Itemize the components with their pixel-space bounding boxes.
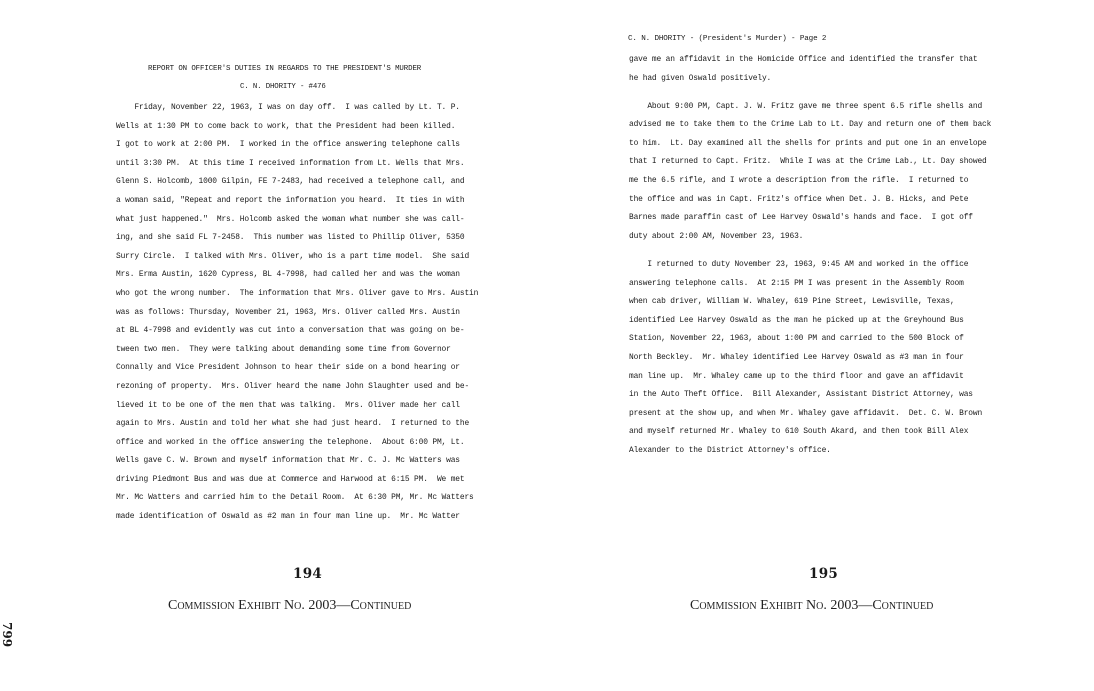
text-line: ing, and she said FL 7-2458. This number was listed to Phillip Oliver, 5350 xyxy=(116,233,465,243)
page-header: C. N. DHORITY - (President's Murder) - Page 2 xyxy=(628,35,827,43)
paragraph xyxy=(629,98,991,247)
text-line: lieved it to be one of the men that was talking. Mrs. Oliver made her call xyxy=(116,400,460,410)
text-line: Alexander to the District Attorney's office. xyxy=(629,445,831,455)
text-line: Mr. Mc Watters and carried him to the Detail Room. At 6:30 PM, Mr. Mc Watters xyxy=(116,493,474,503)
text-line: Connally and Vice President Johnson to hear their side on a bond hearing or xyxy=(116,363,460,373)
paragraph xyxy=(629,51,991,88)
officer-header: C. N. DHORITY - #476 xyxy=(240,83,326,91)
text-line: tween two men. They were talking about demanding some time from Governor xyxy=(116,344,451,354)
text-line: what just happened." Mrs. Holcomb asked the woman what number she was call- xyxy=(116,214,465,224)
page-number: 195 xyxy=(809,566,839,582)
text-line: man line up. Mr. Whaley came up to the third floor and gave an affidavit xyxy=(629,371,964,381)
text-line: Friday, November 22, 1963, I was on day off. I was called by Lt. T. P. xyxy=(116,103,460,112)
text-line: in the Auto Theft Office. Bill Alexander, Assistant District Attorney, was xyxy=(629,390,973,400)
text-line: Surry Circle. I talked with Mrs. Oliver, who is a part time model. She said xyxy=(116,251,470,261)
text-line: at BL 4-7998 and evidently was cut into a conversation that was going on be- xyxy=(116,326,465,336)
text-line: made identification of Oswald as #2 man in four man line up. Mr. Mc Watter xyxy=(116,512,460,522)
text-line: a woman said, "Repeat and report the information you heard. It ties in with xyxy=(116,195,465,205)
text-line: North Beckley. Mr. Whaley identified Lee Harvey Oswald as #3 man in four xyxy=(629,352,964,362)
right-page xyxy=(547,0,1094,691)
text-line: present at the show up, and when Mr. Whaley gave affidavit. Det. C. W. Brown xyxy=(629,408,983,418)
text-line: Mrs. Erma Austin, 1620 Cypress, BL 4-7998, had called her and was the woman xyxy=(116,270,460,280)
text-line: Wells gave C. W. Brown and myself information that Mr. C. J. Mc Watters was xyxy=(116,456,460,466)
exhibit-caption: Commission Exhibit No. 2003—Continued xyxy=(168,598,412,613)
text-line: gave me an affidavit in the Homicide Office and identified the transfer that xyxy=(629,55,978,64)
text-line: until 3:30 PM. At this time I received information from Lt. Wells that Mrs. xyxy=(116,158,465,168)
text-line: duty about 2:00 AM, November 23, 1963. xyxy=(629,231,804,241)
text-line: was as follows: Thursday, November 21, 1963, Mrs. Oliver called Mrs. Austin xyxy=(116,307,460,317)
text-line: About 9:00 PM, Capt. J. W. Fritz gave me three spent 6.5 rifle shells and xyxy=(629,101,983,111)
text-line: answering telephone calls. At 2:15 PM I was present in the Assembly Room xyxy=(629,278,964,288)
text-line: me the 6.5 rifle, and I wrote a description from the rifle. I returned to xyxy=(629,176,969,186)
text-line: who got the wrong number. The information that Mrs. Oliver gave to Mrs. Austin xyxy=(116,288,479,298)
text-line: and myself returned Mr. Whaley to 610 South Akard, and then took Bill Alex xyxy=(629,427,969,437)
page-number: 194 xyxy=(293,566,323,582)
text-line: rezoning of property. Mrs. Oliver heard the name John Slaughter used and be- xyxy=(116,381,470,391)
exhibit-caption: Commission Exhibit No. 2003—Continued xyxy=(690,598,934,613)
text-line: Wells at 1:30 PM to come back to work, that the President had been killed. xyxy=(116,121,456,131)
text-line: driving Piedmont Bus and was due at Commerce and Harwood at 6:15 PM. We met xyxy=(116,474,465,484)
text-line: he had given Oswald positively. xyxy=(629,73,772,83)
text-line: office and worked in the office answering the telephone. About 6:00 PM, Lt. xyxy=(116,437,465,447)
paragraph xyxy=(629,256,991,461)
text-line: Barnes made paraffin cast of Lee Harvey Oswald's hands and face. I got off xyxy=(629,213,973,223)
report-body-right xyxy=(629,51,991,460)
text-line: Glenn S. Holcomb, 1000 Gilpin, FE 7-2483, had received a telephone call, and xyxy=(116,177,465,187)
text-line: that I returned to Capt. Fritz. While I was at the Crime Lab., Lt. Day showed xyxy=(629,157,987,167)
text-line: the office and was in Capt. Fritz's office when Det. J. B. Hicks, and Pete xyxy=(629,194,969,204)
text-line: I got to work at 2:00 PM. I worked in the office answering telephone calls xyxy=(116,140,460,150)
text-line: to him. Lt. Day examined all the shells for prints and put one in an envelope xyxy=(629,138,987,148)
text-line: I returned to duty November 23, 1963, 9:45 AM and worked in the office xyxy=(629,259,969,269)
report-body-left xyxy=(116,99,478,527)
text-line: when cab driver, William W. Whaley, 619 Pine Street, Lewisville, Texas, xyxy=(629,297,955,307)
text-line: advised me to take them to the Crime Lab to Lt. Day and return one of them back xyxy=(629,120,992,130)
text-line: Station, November 22, 1963, about 1:00 PM and carried to the 500 Block of xyxy=(629,334,964,344)
report-title: REPORT ON OFFICER'S DUTIES IN REGARDS TO THE PRESIDENT'S MURDER xyxy=(148,65,422,73)
text-line: identified Lee Harvey Oswald as the man he picked up at the Greyhound Bus xyxy=(629,315,964,325)
text-line: again to Mrs. Austin and told her what she had just heard. I returned to the xyxy=(116,419,470,429)
volume-page-number: 799 xyxy=(0,622,14,648)
